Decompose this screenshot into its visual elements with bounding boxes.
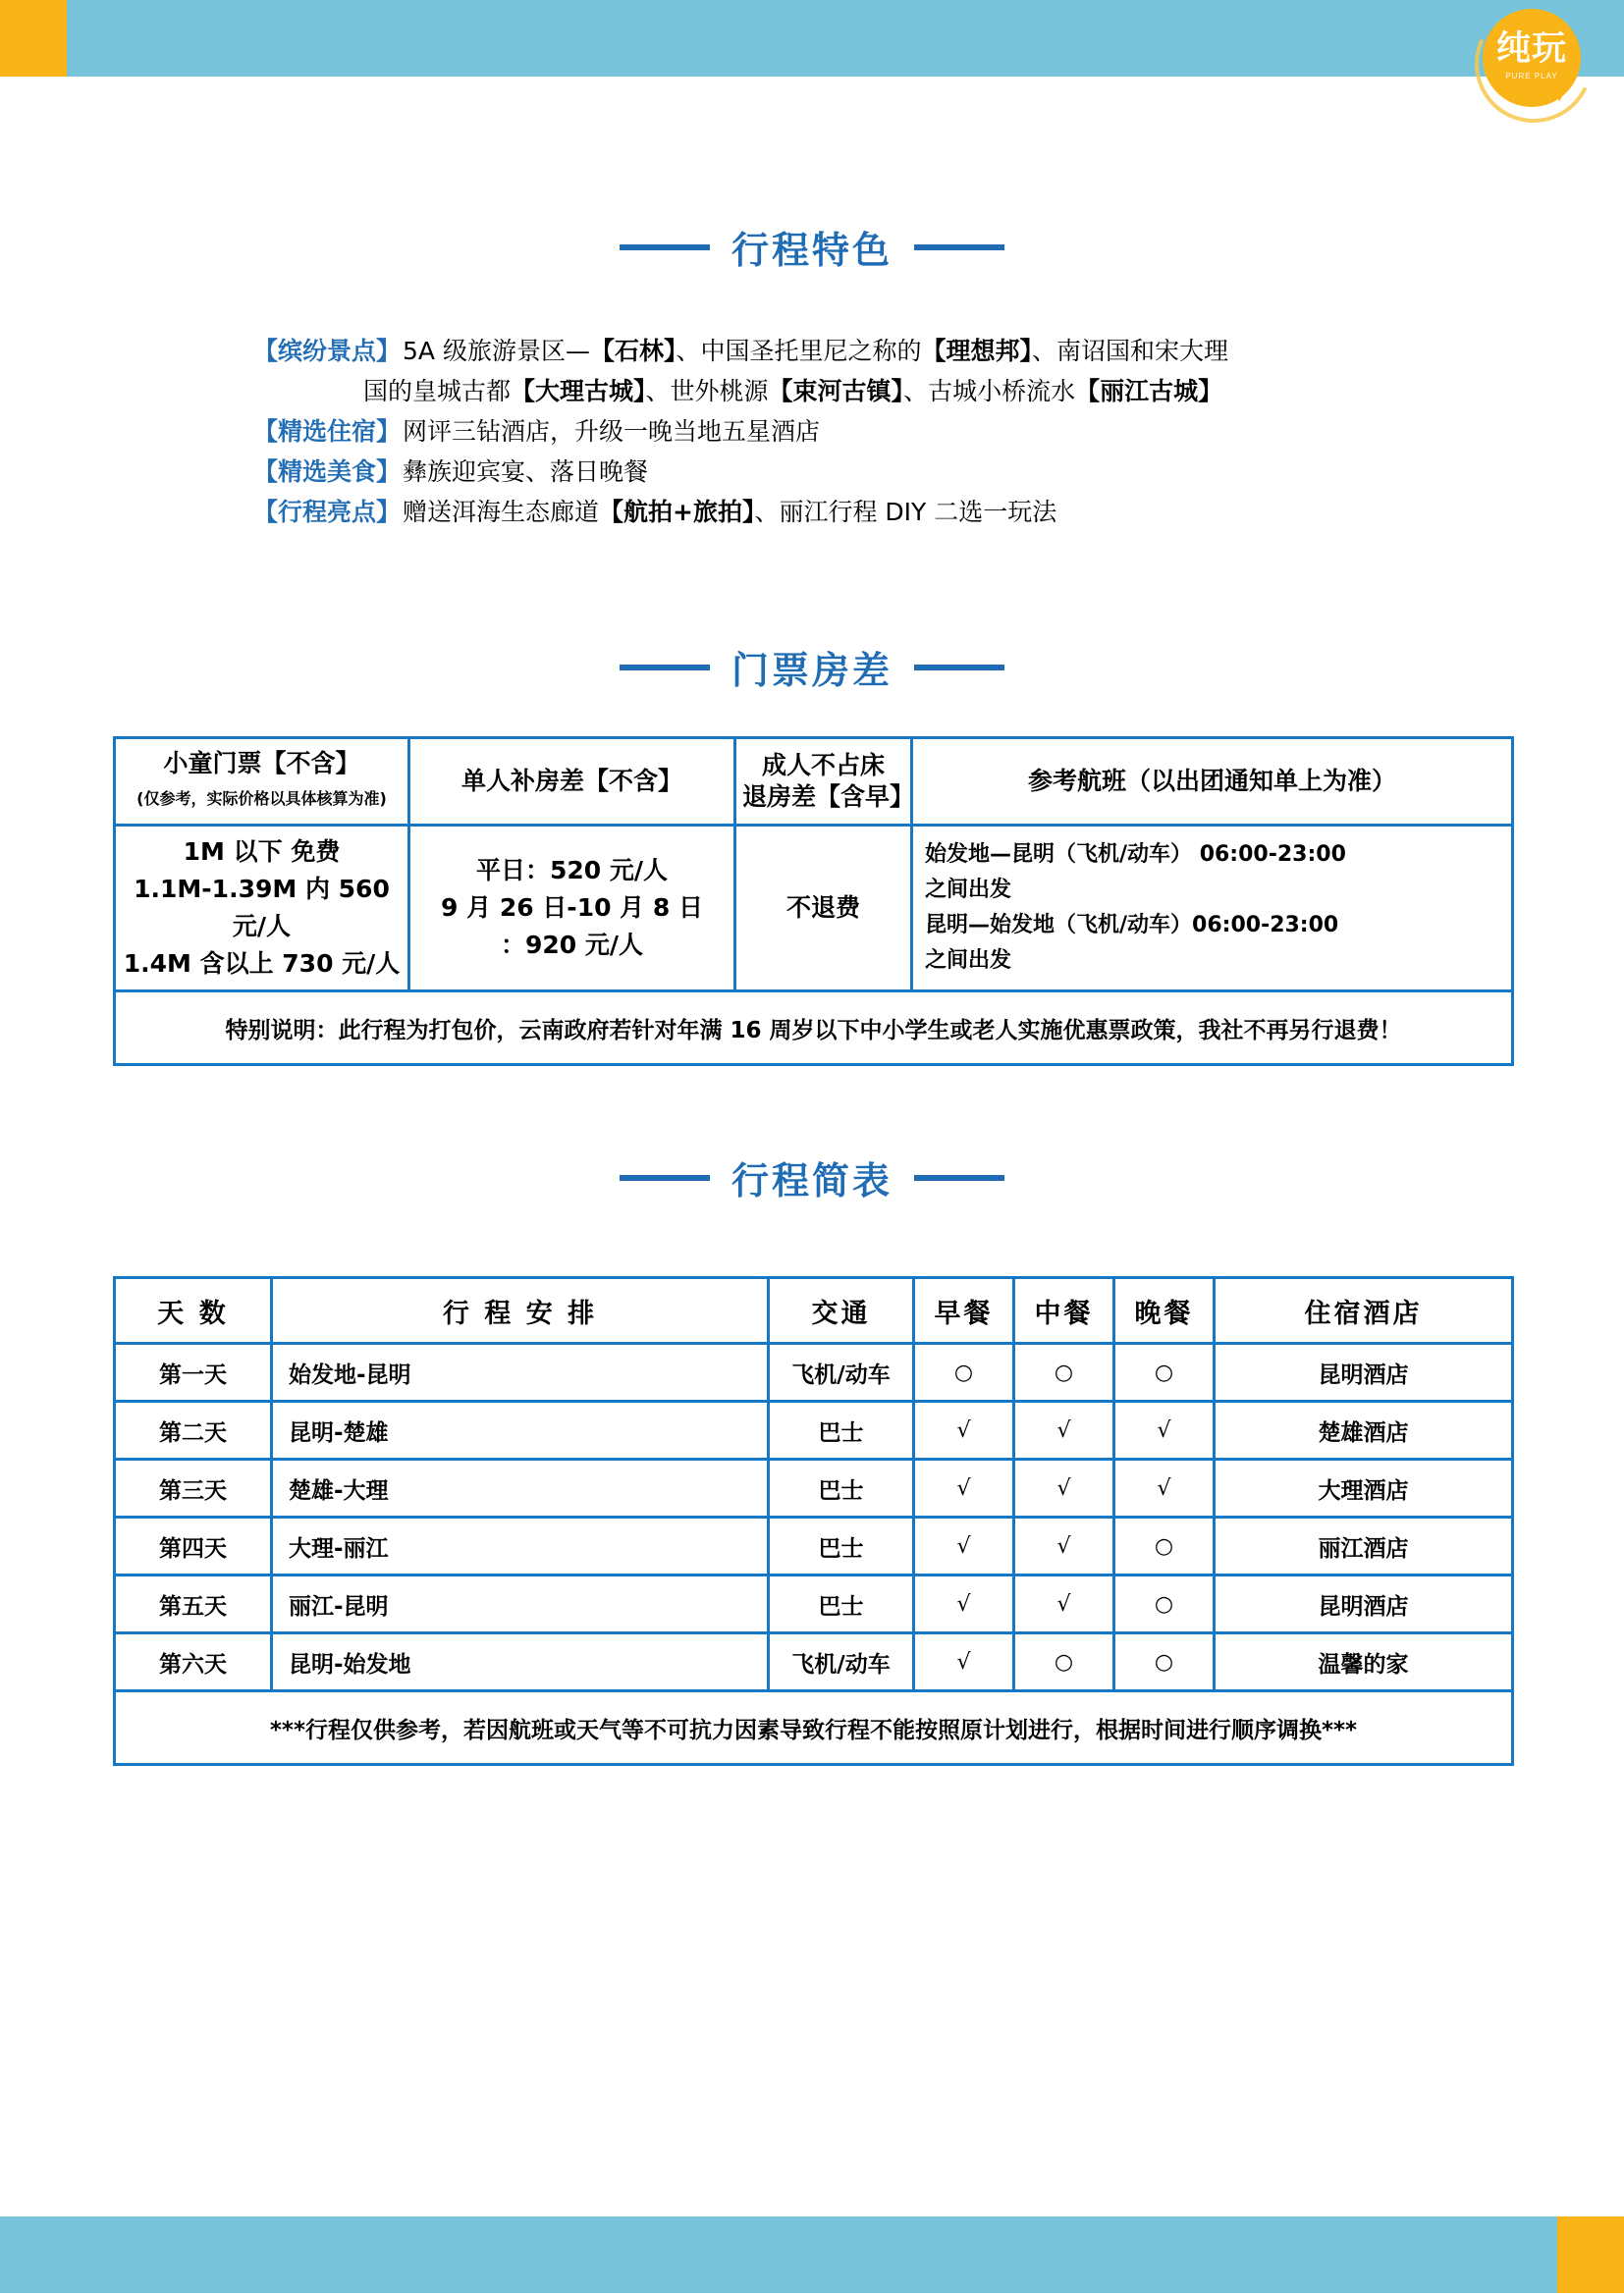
itinerary-header-dinner: 晚餐 — [1114, 1278, 1215, 1344]
flight-line-1: 始发地—昆明（飞机/动车） 06:00-23:00 — [925, 842, 1346, 867]
feature-scenic-highlight-5: 【丽江古城】 — [1075, 377, 1223, 405]
feature-scenic-line2-mid-1: 、世外桃源 — [645, 377, 769, 405]
itinerary-header-breakfast: 早餐 — [914, 1278, 1014, 1344]
feature-scenic-highlight-1: 【石林】 — [589, 337, 677, 365]
child-ticket-line-1: 1M 以下 免费 — [183, 837, 341, 866]
table-row — [115, 1402, 1513, 1460]
fee-cell-flights — [912, 826, 1513, 991]
feature-scenic-highlight-2: 【理想邦】 — [921, 337, 1033, 365]
fee-table-header-row — [115, 738, 1513, 826]
feature-item-cuisine — [253, 452, 1392, 492]
itinerary-cell-lunch: √ — [1014, 1460, 1114, 1518]
itinerary-footnote: ***行程仅供参考，若因航班或天气等不可抗力因素导致行程不能按照原计划进行，根据时间进行顺序调换*** — [115, 1691, 1513, 1765]
single-room-line-1: 平日：520 元/人 — [475, 856, 669, 884]
feature-scenic-line2-prefix: 国的皇城古都 — [363, 377, 512, 405]
itinerary-header-lunch: 中餐 — [1014, 1278, 1114, 1344]
fee-table-body-row — [115, 826, 1513, 991]
heading-rule-left — [620, 665, 710, 670]
section-heading-itinerary — [0, 1150, 1624, 1204]
feature-item-scenic-line2 — [253, 371, 1392, 411]
single-room-line-3: ：920 元/人 — [500, 931, 644, 959]
feature-item-highlight — [253, 492, 1392, 532]
itinerary-header-row — [115, 1278, 1513, 1344]
heading-rule-right — [914, 244, 1004, 250]
feature-highlight-suffix: 、丽江行程 DIY 二选一玩法 — [754, 498, 1057, 526]
fee-header-child-ticket — [115, 738, 409, 826]
itinerary-table — [113, 1276, 1514, 1766]
fee-header-adult-no-bed-line2: 退房差【含早】 — [742, 782, 915, 811]
section-title-features: 行程特色 — [731, 229, 893, 272]
itinerary-cell-plan: 昆明-始发地 — [272, 1633, 769, 1691]
brand-logo-badge — [1475, 5, 1591, 121]
itinerary-header-hotel: 住宿酒店 — [1215, 1278, 1513, 1344]
itinerary-cell-transport: 巴士 — [769, 1575, 914, 1633]
itinerary-cell-plan: 楚雄-大理 — [272, 1460, 769, 1518]
table-row — [115, 1633, 1513, 1691]
table-row — [115, 1460, 1513, 1518]
fee-cell-child-ticket — [115, 826, 409, 991]
logo-subtext: PURE PLAY — [1505, 72, 1558, 80]
feature-item-accommodation — [253, 411, 1392, 452]
child-ticket-line-2: 1.1M-1.39M 内 560 元/人 — [134, 875, 390, 940]
itinerary-cell-breakfast: ○ — [914, 1344, 1014, 1402]
feature-scenic-prefix: 5A 级旅游景区— — [403, 337, 590, 365]
section-heading-fees — [0, 640, 1624, 694]
feature-scenic-line2-mid-2: 、古城小桥流水 — [903, 377, 1076, 405]
itinerary-cell-hotel: 温馨的家 — [1215, 1633, 1513, 1691]
itinerary-cell-breakfast: √ — [914, 1460, 1014, 1518]
itinerary-cell-day: 第二天 — [115, 1402, 272, 1460]
fee-header-single-room: 单人补房差【不含】 — [409, 738, 735, 826]
heading-rule-right — [914, 665, 1004, 670]
section-title-itinerary: 行程简表 — [731, 1159, 893, 1202]
itinerary-cell-breakfast: √ — [914, 1402, 1014, 1460]
fee-header-adult-no-bed — [735, 738, 915, 826]
section-heading-features — [0, 220, 1624, 274]
fee-header-adult-no-bed-line1: 成人不占床 — [761, 751, 885, 779]
feature-item-scenic — [253, 331, 1392, 371]
itinerary-cell-hotel: 大理酒店 — [1215, 1460, 1513, 1518]
table-row — [115, 1344, 1513, 1402]
heading-rule-left — [620, 1175, 710, 1181]
itinerary-cell-dinner: √ — [1114, 1402, 1215, 1460]
feature-text-accommodation: 网评三钻酒店，升级一晚当地五星酒店 — [403, 417, 821, 446]
fee-table-note: 特别说明：此行程为打包价，云南政府若针对年满 16 周岁以下中小学生或老人实施优惠票政策，我社不再另行退费！ — [115, 991, 1513, 1065]
feature-tag-scenic: 【缤纷景点】 — [253, 337, 402, 365]
itinerary-footnote-row — [115, 1691, 1513, 1765]
feature-list — [253, 331, 1392, 532]
fee-header-child-ticket-note: (仅参考，实际价格以具体核算为准) — [136, 789, 387, 808]
itinerary-cell-dinner: ○ — [1114, 1575, 1215, 1633]
itinerary-header-transport: 交通 — [769, 1278, 914, 1344]
itinerary-cell-day: 第三天 — [115, 1460, 272, 1518]
flight-line-2: 之间出发 — [925, 878, 1012, 902]
child-ticket-line-3: 1.4M 含以上 730 元/人 — [123, 949, 401, 978]
feature-tag-accommodation: 【精选住宿】 — [253, 417, 402, 446]
feature-text-highlight — [401, 492, 1392, 532]
heading-rule-right — [914, 1175, 1004, 1181]
feature-highlight-bold: 【航拍+旅拍】 — [599, 498, 755, 526]
logo-text: 纯玩 — [1495, 29, 1567, 69]
itinerary-cell-lunch: ○ — [1014, 1344, 1114, 1402]
itinerary-cell-day: 第一天 — [115, 1344, 272, 1402]
itinerary-cell-lunch: √ — [1014, 1518, 1114, 1575]
itinerary-cell-transport: 巴士 — [769, 1402, 914, 1460]
feature-scenic-highlight-4: 【束河古镇】 — [768, 377, 904, 405]
itinerary-cell-lunch: √ — [1014, 1402, 1114, 1460]
fee-header-flights: 参考航班（以出团通知单上为准） — [912, 738, 1513, 826]
itinerary-cell-transport: 巴士 — [769, 1460, 914, 1518]
itinerary-cell-transport: 飞机/动车 — [769, 1633, 914, 1691]
single-room-line-2: 9 月 26 日-10 月 8 日 — [441, 893, 703, 922]
itinerary-cell-breakfast: √ — [914, 1518, 1014, 1575]
flight-line-4: 之间出发 — [925, 948, 1012, 973]
itinerary-cell-lunch: √ — [1014, 1575, 1114, 1633]
feature-text-cuisine: 彝族迎宾宴、落日晚餐 — [403, 457, 649, 486]
fee-table — [113, 736, 1514, 1066]
itinerary-cell-breakfast: √ — [914, 1633, 1014, 1691]
itinerary-cell-hotel: 楚雄酒店 — [1215, 1402, 1513, 1460]
header-bar — [0, 0, 1624, 77]
itinerary-cell-hotel: 昆明酒店 — [1215, 1575, 1513, 1633]
itinerary-cell-hotel: 昆明酒店 — [1215, 1344, 1513, 1402]
itinerary-cell-day: 第四天 — [115, 1518, 272, 1575]
itinerary-header-day: 天 数 — [115, 1278, 272, 1344]
itinerary-cell-plan: 大理-丽江 — [272, 1518, 769, 1575]
feature-scenic-mid-1: 、中国圣托里尼之称的 — [676, 337, 922, 365]
itinerary-cell-dinner: ○ — [1114, 1518, 1215, 1575]
fee-cell-single-room — [409, 826, 735, 991]
itinerary-cell-lunch: ○ — [1014, 1633, 1114, 1691]
feature-tag-highlight: 【行程亮点】 — [253, 498, 402, 526]
table-row — [115, 1518, 1513, 1575]
feature-highlight-prefix: 赠送洱海生态廊道 — [403, 498, 600, 526]
feature-scenic-highlight-3: 【大理古城】 — [511, 377, 646, 405]
fee-header-child-ticket-label: 小童门票【不含】 — [163, 749, 360, 777]
flight-line-3: 昆明—始发地（飞机/动车）06:00-23:00 — [925, 913, 1339, 937]
itinerary-cell-hotel: 丽江酒店 — [1215, 1518, 1513, 1575]
itinerary-cell-dinner: ○ — [1114, 1344, 1215, 1402]
itinerary-cell-dinner: ○ — [1114, 1633, 1215, 1691]
footer-accent-block — [1557, 2216, 1624, 2293]
itinerary-cell-plan: 丽江-昆明 — [272, 1575, 769, 1633]
itinerary-cell-plan: 昆明-楚雄 — [272, 1402, 769, 1460]
itinerary-cell-plan: 始发地-昆明 — [272, 1344, 769, 1402]
fee-cell-adult-no-bed: 不退费 — [735, 826, 912, 991]
itinerary-cell-transport: 巴士 — [769, 1518, 914, 1575]
fee-table-note-row — [115, 991, 1513, 1065]
footer-bar — [0, 2216, 1624, 2293]
header-accent-block — [0, 0, 67, 77]
heading-rule-left — [620, 244, 710, 250]
section-title-fees: 门票房差 — [731, 649, 893, 692]
itinerary-cell-transport: 飞机/动车 — [769, 1344, 914, 1402]
feature-scenic-mid-2: 、南诏国和宋大理 — [1032, 337, 1229, 365]
itinerary-cell-dinner: √ — [1114, 1460, 1215, 1518]
itinerary-header-plan: 行 程 安 排 — [272, 1278, 769, 1344]
itinerary-cell-day: 第五天 — [115, 1575, 272, 1633]
table-row — [115, 1575, 1513, 1633]
feature-text-scenic — [401, 331, 1392, 371]
feature-tag-cuisine: 【精选美食】 — [253, 457, 402, 486]
itinerary-cell-day: 第六天 — [115, 1633, 272, 1691]
itinerary-cell-breakfast: √ — [914, 1575, 1014, 1633]
